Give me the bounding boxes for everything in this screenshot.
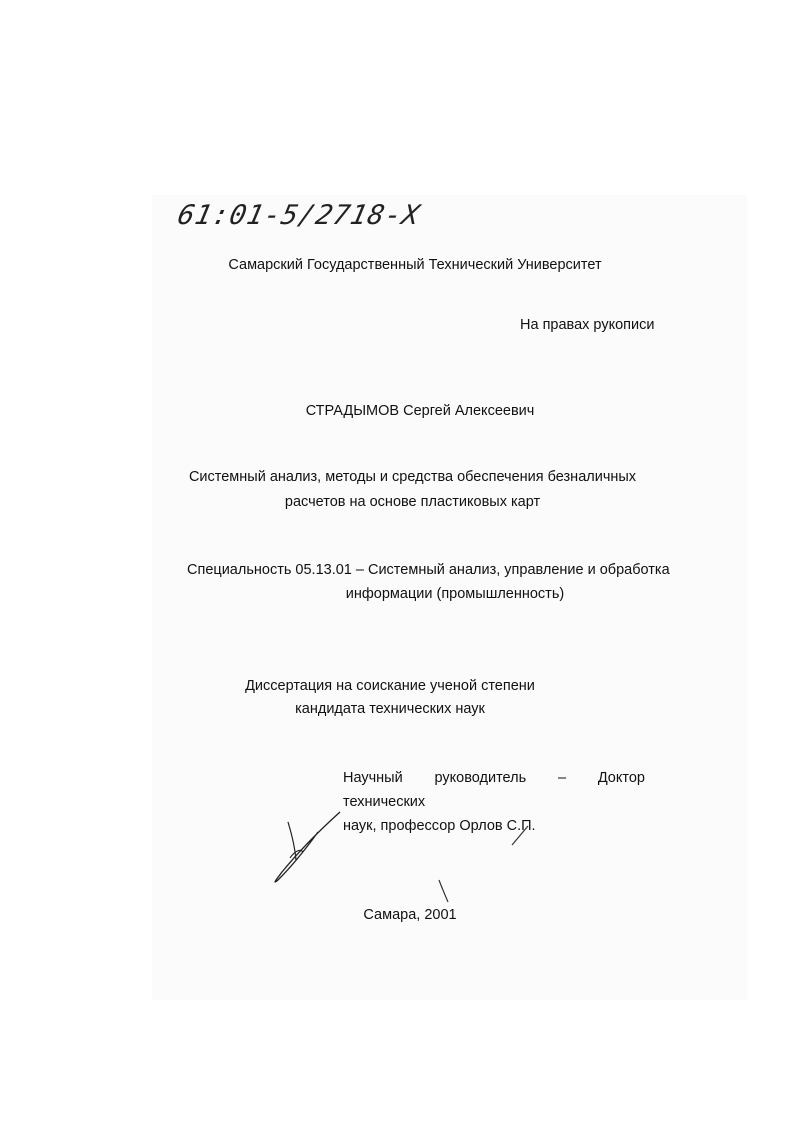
- thesis-title-line-1: Системный анализ, методы и средства обеспечения безналичных: [188, 469, 637, 485]
- author-name: СТРАДЫМОВ Сергей Алексеевич: [305, 403, 535, 419]
- supervisor-line-1: Научный руководитель – Доктор технических: [343, 770, 645, 810]
- specialty-line-1: Специальность 05.13.01 – Системный анализ, управление и обработка: [187, 562, 670, 578]
- signature-stroke-tick: [439, 880, 448, 902]
- handwritten-catalog-code: 61:01-5/2718-X: [174, 200, 423, 231]
- supervisor-line-2: наук, профессор Орлов С.П.: [343, 818, 536, 834]
- place-year: Самара, 2001: [363, 907, 457, 923]
- signature-stroke-dash: [512, 826, 528, 845]
- university-name: Самарский Государственный Технический Университет: [228, 257, 602, 273]
- thesis-title-line-2: расчетов на основе пластиковых карт: [284, 494, 541, 510]
- signature-stroke-main: [275, 812, 340, 882]
- dissertation-line-2: кандидата технических наук: [295, 701, 485, 717]
- specialty-line-2: информации (промышленность): [345, 586, 565, 602]
- manuscript-rights: На правах рукописи: [520, 317, 655, 333]
- signature-stroke-vertical: [288, 822, 296, 860]
- dissertation-line-1: Диссертация на соискание ученой степени: [245, 678, 535, 694]
